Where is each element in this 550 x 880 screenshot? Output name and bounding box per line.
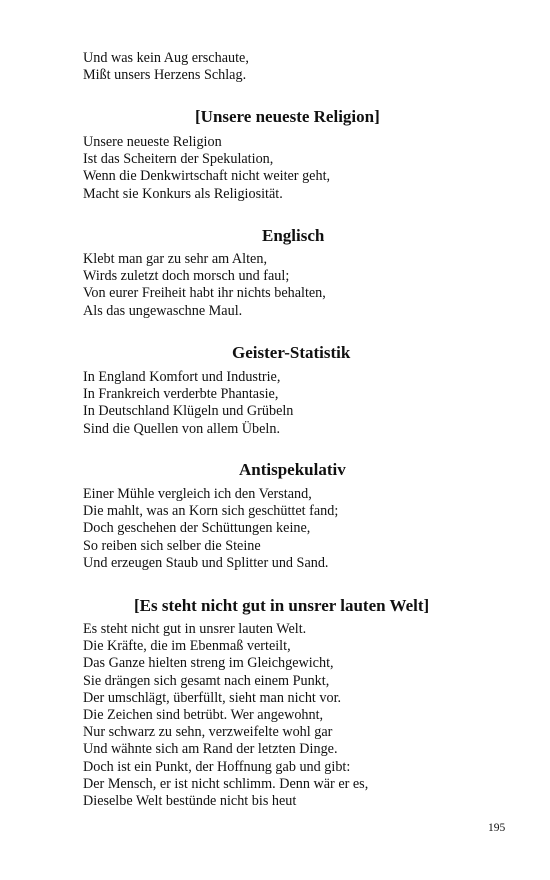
poem-title-englisch: Englisch bbox=[262, 226, 325, 245]
poem-title-unsere-neueste-religion: [Unsere neueste Religion] bbox=[195, 107, 380, 126]
verse-line: Dieselbe Welt bestünde nicht bis heut bbox=[83, 793, 297, 810]
verse-line: Das Ganze hielten streng im Gleichgewicht, bbox=[83, 655, 334, 672]
poem-body-antispekulativ bbox=[83, 486, 483, 572]
verse-line: Die Kräfte, die im Ebenmaß verteilt, bbox=[83, 638, 291, 655]
verse-line: Wirds zuletzt doch morsch und faul; bbox=[83, 268, 290, 285]
poem-body-unsere-neueste-religion bbox=[83, 134, 483, 203]
poem-title-es-steht-nicht-gut: [Es steht nicht gut in unsrer lauten Welt] bbox=[134, 596, 430, 615]
poem-body-englisch bbox=[83, 251, 483, 320]
verse-line: In Deutschland Klügeln und Grübeln bbox=[83, 403, 294, 420]
verse-line: In England Komfort und Industrie, bbox=[83, 369, 281, 385]
verse-line: In Frankreich verderbte Phantasie, bbox=[83, 386, 279, 403]
verse-line: Ist das Scheitern der Spekulation, bbox=[83, 151, 274, 168]
verse-line: So reiben sich selber die Steine bbox=[83, 537, 261, 554]
verse-line: Sind die Quellen von allem Übeln. bbox=[83, 420, 281, 437]
poem-continuation bbox=[83, 50, 483, 84]
verse-line: Macht sie Konkurs als Religiosität. bbox=[83, 185, 283, 202]
poem-body-es-steht-nicht-gut bbox=[83, 621, 483, 810]
verse-line: Die Zeichen sind betrübt. Wer angewohnt, bbox=[83, 707, 324, 724]
verse-line: Sie drängen sich gesamt nach einem Punkt, bbox=[83, 672, 330, 689]
poem-body-geister-statistik bbox=[83, 369, 483, 438]
verse-line: Die mahlt, was an Korn sich geschüttet fand; bbox=[83, 503, 339, 520]
verse-line: Einer Mühle vergleich ich den Verstand, bbox=[83, 486, 312, 502]
verse-line: Der Mensch, er ist nicht schlimm. Denn wär er es, bbox=[83, 775, 369, 792]
verse-line: Es steht nicht gut in unsrer lauten Welt. bbox=[83, 621, 307, 637]
verse-line: Nur schwarz zu sehn, verzweifelte wohl gar bbox=[83, 724, 333, 741]
verse-line: Klebt man gar zu sehr am Alten, bbox=[83, 251, 267, 267]
verse-line: Wenn die Denkwirtschaft nicht weiter geht, bbox=[83, 168, 331, 185]
verse-line: Und wähnte sich am Rand der letzten Dinge. bbox=[83, 741, 338, 758]
poem-title-antispekulativ: Antispekulativ bbox=[239, 460, 346, 479]
verse-line: Der umschlägt, überfüllt, sieht man nicht vor. bbox=[83, 689, 342, 706]
verse-line: Und was kein Aug erschaute, bbox=[83, 50, 249, 66]
verse-line: Mißt unsers Herzens Schlag. bbox=[83, 67, 247, 84]
verse-line: Unsere neueste Religion bbox=[83, 134, 222, 150]
poem-title-geister-statistik: Geister-Statistik bbox=[232, 343, 351, 362]
verse-line: Als das ungewaschne Maul. bbox=[83, 302, 243, 319]
verse-line: Von eurer Freiheit habt ihr nichts behalten, bbox=[83, 285, 326, 302]
verse-line: Doch geschehen der Schüttungen keine, bbox=[83, 520, 311, 537]
verse-line: Und erzeugen Staub und Splitter und Sand. bbox=[83, 554, 329, 571]
verse-line: Doch ist ein Punkt, der Hoffnung gab und gibt: bbox=[83, 758, 351, 775]
page-number: 195 bbox=[488, 822, 506, 834]
